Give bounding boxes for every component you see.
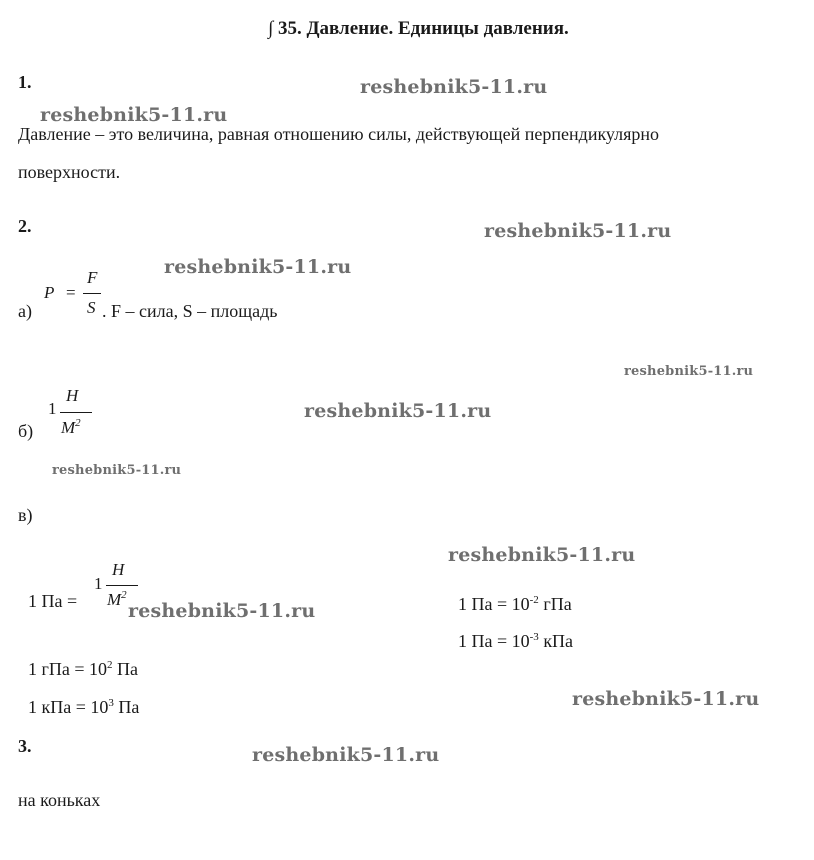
conversion-right-2: 1 Па = $10^{-3}$ кПа [458,631,574,651]
formula-numerator: Н [66,386,79,405]
formula-lhs: 1 Па = [28,591,78,611]
watermark: reshebnik5-11.ru [484,220,672,242]
formula-coef: 1 [48,399,57,418]
formula-numerator: F [87,268,98,287]
formula-coef: 1 [94,574,103,593]
conversion-right-1: 1 Па = $10^{-2}$ гПа [458,594,572,614]
formula-numerator: Н [112,560,125,579]
watermark: reshebnik5-11.ru [572,688,760,710]
question-2-number: 2. [18,216,32,236]
fraction-bar [106,585,138,586]
item-a-text: . F – сила, S – площадь [102,301,278,321]
item-b-label: б) [18,421,34,441]
watermark: reshebnik5-11.ru [360,76,548,98]
answer-1-line-1: Давление – это величина, равная отношению силы, действующей перпендикулярно [18,124,660,144]
answer-3: на коньках [18,790,101,810]
formula-denominator: $М^2$ [61,417,81,437]
question-1-number: 1. [18,72,32,92]
watermark: reshebnik5-11.ru [52,463,182,478]
formula-equals: = [66,283,76,302]
fraction-bar [60,412,92,413]
watermark: reshebnik5-11.ru [164,256,352,278]
formula-denominator: S [87,298,96,317]
watermark: reshebnik5-11.ru [40,104,228,126]
fraction-bar [83,293,101,294]
conversion-left-1: 1 гПа = $10^2$ Па [28,659,139,679]
watermark: reshebnik5-11.ru [448,544,636,566]
conversion-left-2: 1 кПа = $10^3$ Па [28,697,140,717]
item-v-label: в) [18,505,33,525]
watermark: reshebnik5-11.ru [252,744,440,766]
formula-denominator: $М^2$ [107,589,127,609]
item-a-label: а) [18,301,32,321]
answer-1-line-2: поверхности. [18,162,121,182]
watermark: reshebnik5-11.ru [128,600,316,622]
question-3-number: 3. [18,736,32,756]
formula-lhs: P [44,283,55,302]
watermark: reshebnik5-11.ru [304,400,492,422]
watermark: reshebnik5-11.ru [624,364,754,379]
page-title: ∫ 35. Давление. Единицы давления. [268,18,569,39]
